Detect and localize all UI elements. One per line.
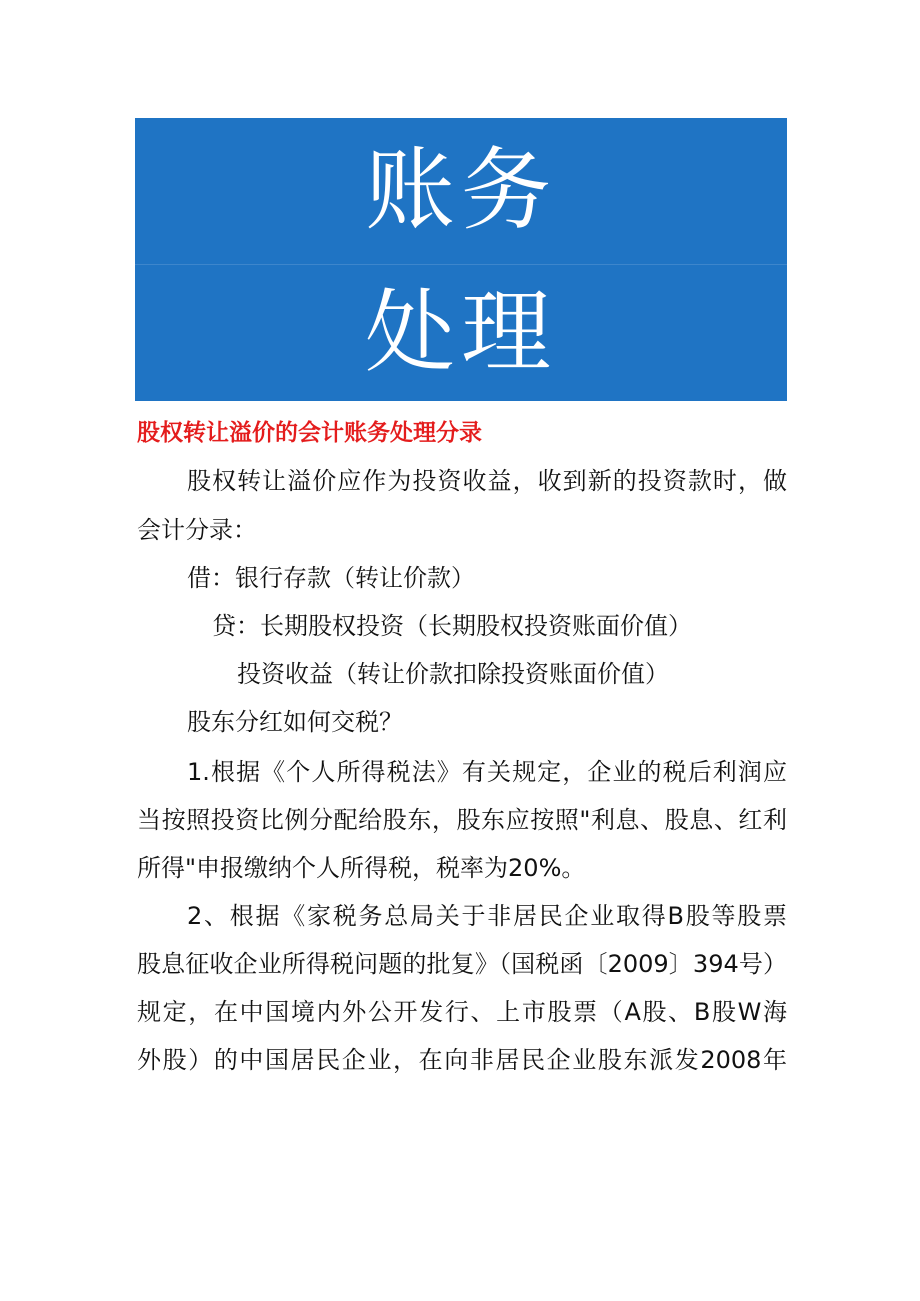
question-line: 股东分红如何交税？ bbox=[187, 708, 403, 736]
paragraph-line: 股权转让溢价应作为投资收益，收到新的投资款时，做 bbox=[187, 467, 787, 495]
credit-entry: 贷：长期股权投资（长期股权投资账面价值） bbox=[212, 612, 692, 640]
paragraph-line: 当按照投资比例分配给股东，股东应按照"利息、股息、红利 bbox=[137, 806, 787, 834]
credit-entry-sub: 投资收益（转让价款扣除投资账面价值） bbox=[237, 660, 669, 688]
paragraph-line: 股息征收企业所得税问题的批复》（国税函〔2009〕394号） bbox=[137, 950, 787, 978]
paragraph-line: 1.根据《个人所得税法》有关规定，企业的税后利润应 bbox=[187, 758, 787, 786]
paragraph-line: 所得"申报缴纳个人所得税，税率为20%。 bbox=[137, 854, 586, 882]
paragraph-line: 会计分录： bbox=[137, 516, 257, 544]
paragraph-line: 2、根据《家税务总局关于非居民企业取得B股等股票 bbox=[187, 902, 787, 930]
debit-entry: 借：银行存款（转让价款） bbox=[187, 564, 475, 592]
title-banner bbox=[135, 118, 787, 401]
banner-title-line-2: 处理 bbox=[365, 280, 557, 385]
paragraph-line: 规定，在中国境内外公开发行、上市股票（A股、B股W海 bbox=[137, 998, 787, 1026]
section-heading: 股权转让溢价的会计账务处理分录 bbox=[137, 420, 482, 446]
banner-title-line-1: 账务 bbox=[365, 138, 557, 243]
paragraph-line: 外股）的中国居民企业，在向非居民企业股东派发2008年 bbox=[137, 1046, 787, 1074]
